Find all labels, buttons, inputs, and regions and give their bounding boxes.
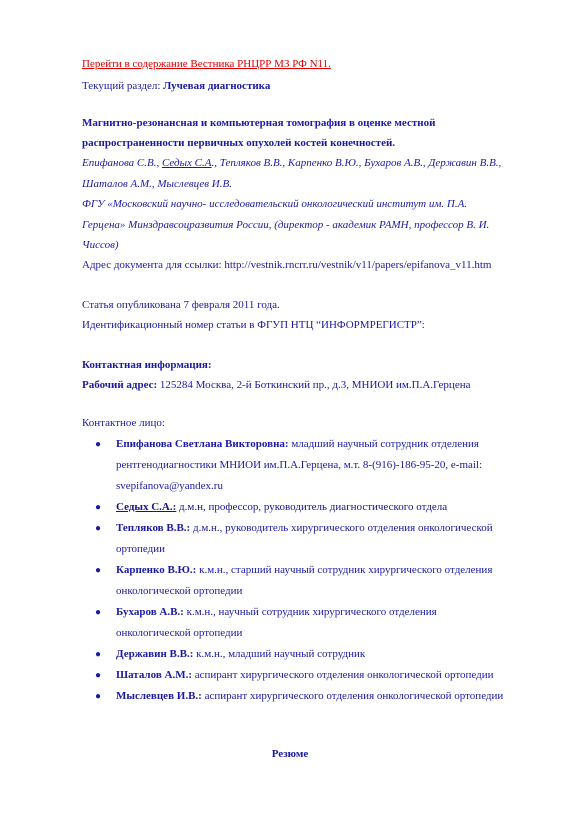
work-address: Рабочий адрес: 125284 Москва, 2-й Боткинский пр., д.3, МНИОИ им.П.А.Герцена — [82, 379, 471, 391]
section-label: Текущий раздел: — [82, 80, 161, 92]
list-item: ● Епифанова Светлана Викторовна: младший научный сотрудник отделения рентгенодиагностики МНИОИ им.П.А.Герцена, м.т. 8-(916)-186-95-20, e-mail: svepifanova@yandex.ru — [82, 434, 552, 497]
contact-person-label: Контактное лицо: — [82, 417, 165, 429]
list-item: ● Бухаров А.В.: к.м.н., научный сотрудник хирургического отделения онкологической ортопедии — [82, 602, 552, 644]
contact-list — [82, 434, 552, 707]
section-value: Лучевая диагностика — [163, 80, 271, 92]
bullet-icon: ● — [95, 649, 102, 660]
article-title-line-1: Магнитно-резонансная и компьютерная томография в оценке местной — [82, 117, 436, 129]
list-item: ● Карпенко В.Ю.: к.м.н., старший научный сотрудник хирургического отделения онкологической ортопедии — [82, 560, 552, 602]
list-item: ● Мыслевцев И.В.: аспирант хирургического отделения онкологической ортопедии — [82, 686, 552, 707]
list-item: ● Державин В.В.: к.м.н., младший научный сотрудник — [82, 644, 552, 665]
publication-date: Статья опубликована 7 февраля 2011 года. — [82, 299, 280, 311]
bullet-icon: ● — [95, 502, 102, 513]
list-item: ● Шаталов А.М.: аспирант хирургического отделения онкологической ортопедии — [82, 665, 552, 686]
bullet-icon: ● — [95, 670, 102, 681]
institution-line-2: Герцена» Минздравсоцразвития России, (директор - академик РАМН, профессор В. И. — [82, 219, 490, 231]
registry-id: Идентификационный номер статьи в ФГУП НТЦ “ИНФОРМРЕГИСТР”: — [82, 319, 425, 331]
institution-line-1: ФГУ «Московский научно- исследовательский онкологический институт им. П.А. — [82, 198, 468, 210]
bullet-icon: ● — [95, 439, 102, 450]
list-item: ● Тепляков В.В.: д.м.н., руководитель хирургического отделения онкологической ортопедии — [82, 518, 552, 560]
contact-heading: Контактная информация: — [82, 359, 212, 371]
bullet-icon: ● — [95, 607, 102, 618]
author-sedykh: Седых С.А — [162, 157, 212, 169]
resume-heading: Резюме — [271, 748, 309, 760]
contents-link[interactable]: Перейти в содержание Вестника РНЦРР МЗ РФ N11. — [82, 58, 331, 70]
article-title-line-2: распространенности первичных опухолей костей конечностей. — [82, 137, 396, 149]
current-section — [82, 79, 270, 93]
bullet-icon: ● — [95, 691, 102, 702]
institution-line-3: Чиссов) — [82, 239, 119, 251]
authors-line-2: Шаталов А.М., Мыслевцев И.В. — [82, 178, 232, 190]
document-address: Адрес документа для ссылки: http://vestnik.rncrr.ru/vestnik/v11/papers/epifanova_v11.htm — [82, 259, 492, 271]
list-item: ● Седых С.А.: д.м.н, профессор, руководитель диагностического отдела — [82, 497, 552, 518]
authors-line-1: Епифанова С.В., Седых С.А., Тепляков В.В., Карпенко В.Ю., Бухаров А.В., Державин В.В., — [82, 157, 502, 169]
bullet-icon: ● — [95, 523, 102, 534]
bullet-icon: ● — [95, 565, 102, 576]
